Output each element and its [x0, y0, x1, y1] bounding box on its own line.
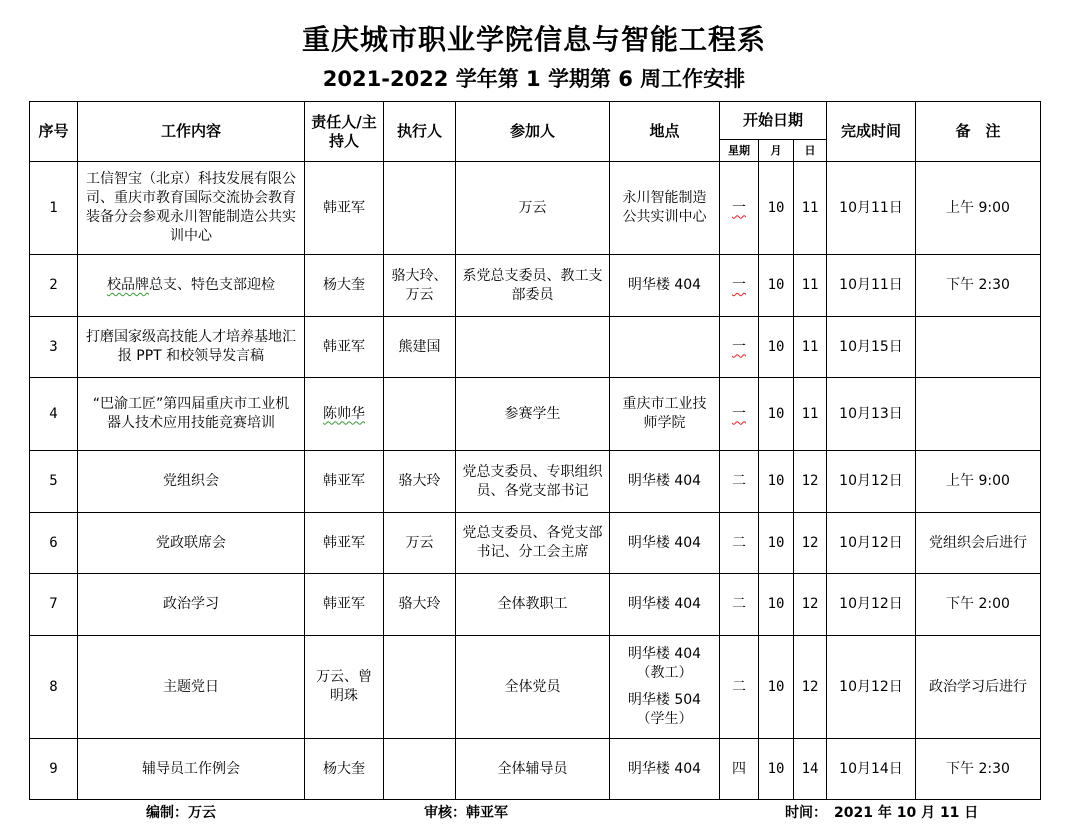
table-row [30, 739, 1041, 800]
cell-month: 10 [759, 636, 794, 739]
cell-seq: 1 [30, 162, 78, 255]
cell-remarks: 政治学习后进行 [916, 636, 1041, 739]
table-row [30, 574, 1041, 636]
cell-weekday: 四 [720, 739, 759, 800]
cell-finish-time: 10月13日 [827, 378, 916, 451]
weekday-text: 一 [732, 277, 746, 293]
cell-month: 10 [759, 739, 794, 800]
cell-content: 政治学习 [78, 574, 305, 636]
cell-leader: 杨大奎 [305, 739, 384, 800]
cell-remarks: 下午 2:30 [916, 255, 1041, 317]
cell-participants: 系党总支委员、教工支部委员 [456, 255, 610, 317]
header-seq: 序号 [30, 102, 78, 162]
header-month: 月 [759, 140, 794, 162]
cell-month: 10 [759, 317, 794, 378]
cell-remarks [916, 317, 1041, 378]
cell-location [610, 636, 720, 739]
document-title: 重庆城市职业学院信息与智能工程系 [301, 23, 766, 56]
cell-executor: 骆大玲 [384, 574, 456, 636]
cell-finish-time: 10月12日 [827, 451, 916, 513]
header-weekday: 星期 [720, 140, 759, 162]
cell-content [78, 255, 305, 317]
cell-remarks: 上午 9:00 [916, 451, 1041, 513]
cell-remarks: 下午 2:30 [916, 739, 1041, 800]
cell-finish-time: 10月11日 [827, 162, 916, 255]
footer-date: 时间： 2021 年 10 月 11 日 [785, 805, 979, 821]
weekday-text: 一 [732, 405, 746, 422]
table-row [30, 451, 1041, 513]
table-row [30, 317, 1041, 378]
header-start-date: 开始日期 [720, 102, 827, 140]
footer-reviewed-by: 审核：韩亚军 [424, 805, 508, 821]
schedule-table [29, 101, 1041, 800]
cell-finish-time: 10月12日 [827, 513, 916, 574]
cell-participants: 党总支委员、专职组织员、各党支部书记 [456, 451, 610, 513]
cell-executor: 骆大玲 [384, 451, 456, 513]
header-location: 地点 [610, 102, 720, 162]
cell-seq: 6 [30, 513, 78, 574]
cell-seq: 5 [30, 451, 78, 513]
cell-day: 14 [794, 739, 827, 800]
footer-compiled-by: 编制：万云 [146, 805, 216, 821]
cell-participants: 全体辅导员 [456, 739, 610, 800]
cell-participants: 参赛学生 [456, 378, 610, 451]
cell-executor [384, 739, 456, 800]
cell-seq: 2 [30, 255, 78, 317]
cell-day: 11 [794, 162, 827, 255]
cell-content: 辅导员工作例会 [78, 739, 305, 800]
cell-leader: 韩亚军 [305, 451, 384, 513]
cell-seq: 4 [30, 378, 78, 451]
cell-day: 11 [794, 317, 827, 378]
cell-executor: 熊建国 [384, 317, 456, 378]
cell-leader: 杨大奎 [305, 255, 384, 317]
weekday-text: 一 [732, 199, 746, 216]
cell-executor [384, 162, 456, 255]
cell-month: 10 [759, 255, 794, 317]
cell-location: 明华楼 404 [610, 255, 720, 317]
table-row [30, 636, 1041, 739]
cell-day: 12 [794, 574, 827, 636]
cell-content: “巴渝工匠”第四届重庆市工业机器人技术应用技能竞赛培训 [78, 378, 305, 451]
cell-seq: 3 [30, 317, 78, 378]
cell-weekday [720, 317, 759, 378]
cell-location: 明华楼 404 [610, 574, 720, 636]
content-flagged-text: 校品牌 [107, 277, 149, 293]
cell-executor [384, 636, 456, 739]
cell-location: 重庆市工业技师学院 [610, 378, 720, 451]
cell-seq: 7 [30, 574, 78, 636]
cell-finish-time: 10月15日 [827, 317, 916, 378]
cell-day: 12 [794, 451, 827, 513]
cell-month: 10 [759, 162, 794, 255]
content-text: 总支、特色支部迎检 [149, 277, 275, 293]
header-finish-time: 完成时间 [827, 102, 916, 162]
cell-month: 10 [759, 574, 794, 636]
cell-leader [305, 378, 384, 451]
cell-finish-time: 10月14日 [827, 739, 916, 800]
cell-weekday: 二 [720, 636, 759, 739]
cell-weekday: 二 [720, 574, 759, 636]
cell-finish-time: 10月12日 [827, 636, 916, 739]
document-subtitle: 2021-2022 学年第 1 学期第 6 周工作安排 [322, 67, 746, 91]
cell-executor: 骆大玲、万云 [384, 255, 456, 317]
cell-participants: 党总支委员、各党支部书记、分工会主席 [456, 513, 610, 574]
cell-leader: 韩亚军 [305, 513, 384, 574]
header-content: 工作内容 [78, 102, 305, 162]
cell-content: 打磨国家级高技能人才培养基地汇报 PPT 和校领导发言稿 [78, 317, 305, 378]
cell-participants: 万云 [456, 162, 610, 255]
cell-leader: 韩亚军 [305, 162, 384, 255]
cell-remarks: 下午 2:00 [916, 574, 1041, 636]
location-spacer [622, 683, 707, 691]
cell-participants [456, 317, 610, 378]
location-line-1: 明华楼 404（教工） [627, 646, 702, 681]
cell-content: 工信智宝（北京）科技发展有限公司、重庆市教育国际交流协会教育装备分会参观永川智能制造公共实训中心 [78, 162, 305, 255]
table-row [30, 255, 1041, 317]
leader-text: 陈帅华 [323, 405, 365, 422]
cell-participants: 全体党员 [456, 636, 610, 739]
cell-leader: 韩亚军 [305, 574, 384, 636]
table-row [30, 513, 1041, 574]
cell-weekday: 二 [720, 513, 759, 574]
cell-participants: 全体教职工 [456, 574, 610, 636]
cell-day: 12 [794, 513, 827, 574]
cell-month: 10 [759, 513, 794, 574]
cell-remarks: 党组织会后进行 [916, 513, 1041, 574]
cell-remarks [916, 378, 1041, 451]
cell-seq: 9 [30, 739, 78, 800]
header-participants: 参加人 [456, 102, 610, 162]
cell-executor [384, 378, 456, 451]
cell-location: 明华楼 404 [610, 451, 720, 513]
cell-content: 党政联席会 [78, 513, 305, 574]
header-remarks: 备 注 [916, 102, 1041, 162]
cell-day: 12 [794, 636, 827, 739]
header-leader: 责任人/主持人 [305, 102, 384, 162]
header-executor: 执行人 [384, 102, 456, 162]
cell-weekday: 二 [720, 451, 759, 513]
cell-seq: 8 [30, 636, 78, 739]
cell-weekday [720, 255, 759, 317]
cell-month: 10 [759, 378, 794, 451]
cell-executor: 万云 [384, 513, 456, 574]
cell-finish-time: 10月11日 [827, 255, 916, 317]
cell-location: 永川智能制造公共实训中心 [610, 162, 720, 255]
header-day: 日 [794, 140, 827, 162]
cell-day: 11 [794, 255, 827, 317]
table-row [30, 378, 1041, 451]
cell-month: 10 [759, 451, 794, 513]
cell-leader: 万云、曾明珠 [305, 636, 384, 739]
cell-leader: 韩亚军 [305, 317, 384, 378]
cell-location: 明华楼 404 [610, 513, 720, 574]
cell-location: 明华楼 404 [610, 739, 720, 800]
location-line-2: 明华楼 504（学生） [627, 692, 702, 727]
cell-finish-time: 10月12日 [827, 574, 916, 636]
cell-remarks: 上午 9:00 [916, 162, 1041, 255]
table-row [30, 162, 1041, 255]
cell-content: 主题党日 [78, 636, 305, 739]
cell-location [610, 317, 720, 378]
cell-weekday [720, 378, 759, 451]
cell-content: 党组织会 [78, 451, 305, 513]
cell-day: 11 [794, 378, 827, 451]
cell-weekday [720, 162, 759, 255]
weekday-text: 一 [732, 338, 746, 355]
